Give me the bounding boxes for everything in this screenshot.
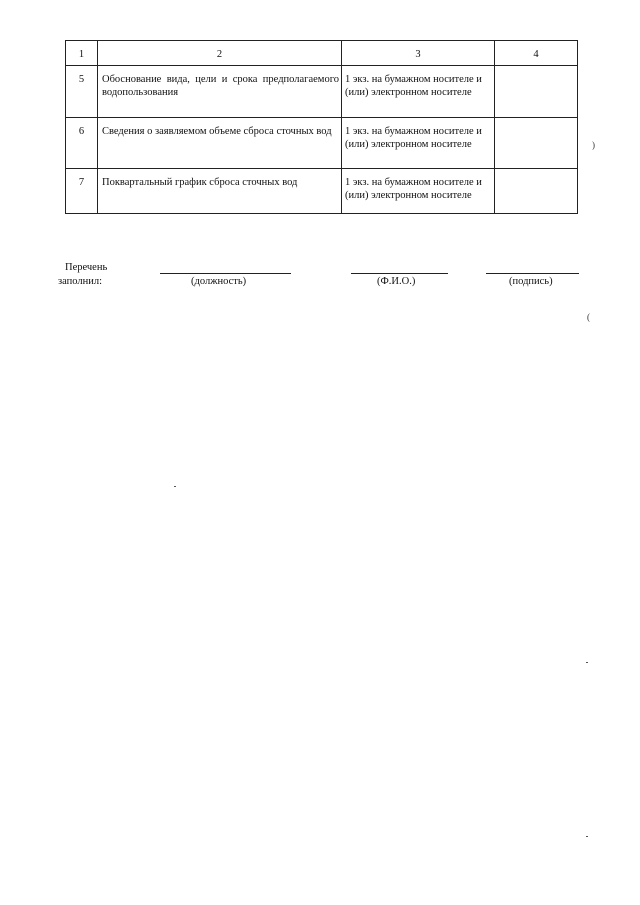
- header-cell-3: 3: [342, 41, 495, 66]
- document-name: Сведения о заявляемом объеме сброса сточных вод: [102, 126, 332, 137]
- scan-artifact: (: [587, 312, 590, 322]
- signature-label-line1: Перечень: [65, 262, 108, 273]
- scan-artifact: [174, 486, 176, 487]
- signature-label-line2: заполнил:: [58, 276, 103, 287]
- header-cell-1: 1: [66, 41, 98, 66]
- header-cell-4: 4: [495, 41, 578, 66]
- document-name: Поквартальный график сброса сточных вод: [102, 177, 298, 188]
- document-format: 1 экз. на бумажном носителе и (или) электронном носителе: [345, 126, 482, 150]
- table-row: [66, 169, 578, 214]
- table-row: [66, 118, 578, 169]
- document-note: [495, 118, 578, 169]
- document-format: 1 экз. на бумажном носителе и (или) электронном носителе: [345, 177, 482, 201]
- document-note: [495, 66, 578, 118]
- name-caption: (Ф.И.О.): [377, 276, 416, 287]
- header-cell-2: 2: [98, 41, 342, 66]
- scan-artifact: ): [592, 140, 595, 150]
- name-line: [351, 273, 448, 274]
- position-caption: (должность): [191, 276, 247, 287]
- scan-artifact: [586, 662, 588, 663]
- scan-artifact: [586, 836, 588, 837]
- signature-line: [486, 273, 579, 274]
- document-note: [495, 169, 578, 214]
- document-format: 1 экз. на бумажном носителе и (или) электронном носителе: [345, 74, 482, 98]
- signature-caption: (подпись): [509, 276, 553, 287]
- table-row: [66, 66, 578, 118]
- row-number: 7: [78, 177, 85, 188]
- row-number: 6: [78, 126, 85, 137]
- documents-table: [65, 40, 578, 214]
- document-name: Обоснование вида, цели и срока предполагаемого водопользования: [102, 74, 339, 98]
- table-header-row: [66, 41, 578, 66]
- position-line: [160, 273, 291, 274]
- row-number: 5: [78, 74, 85, 85]
